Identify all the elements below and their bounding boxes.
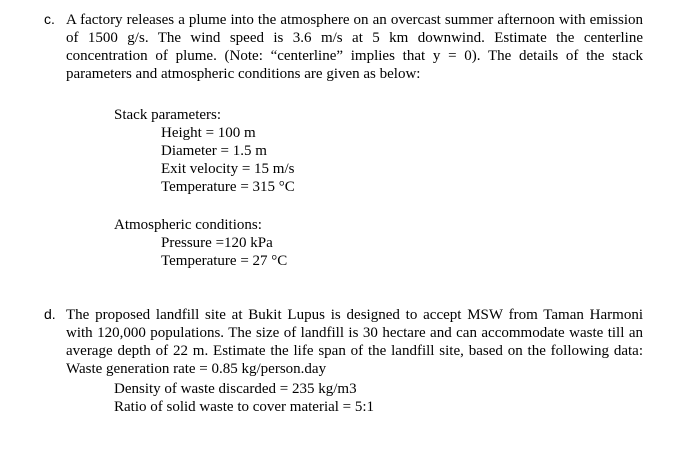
atmospheric-temperature: Temperature = 27 °C xyxy=(161,253,288,269)
waste-density: Density of waste discarded = 235 kg/m3 xyxy=(114,381,357,397)
question-d-letter: d. xyxy=(44,306,56,322)
question-d-text: The proposed landfill site at Bukit Lupus is designed to accept MSW from Taman Harmoni with 120,000 populations. The size of landfill is 30 hectare and can accommodate waste till an average depth of 22 m. Estimate the life span of the landfill site, based on the following data: Waste generation rate = 0.85 kg/person.day xyxy=(66,307,643,377)
cover-material-ratio: Ratio of solid waste to cover material = 5:1 xyxy=(114,399,375,415)
question-c-letter: c. xyxy=(44,11,55,27)
atmospheric-pressure: Pressure =120 kPa xyxy=(161,235,273,251)
question-c-text: A factory releases a plume into the atmosphere on an overcast summer afternoon with emission of 1500 g/s. The wind speed is 3.6 m/s at 5 km downwind. Estimate the centerline concentration of plume. (Note: “centerline” implies that y = 0). The details of the stack parameters and atmospheric conditions are given as below: xyxy=(66,12,643,82)
stack-temperature: Temperature = 315 °C xyxy=(161,179,295,195)
stack-height: Height = 100 m xyxy=(161,125,256,141)
atmospheric-conditions-heading: Atmospheric conditions: xyxy=(114,217,262,233)
stack-exit-velocity: Exit velocity = 15 m/s xyxy=(161,161,295,177)
stack-parameters-heading: Stack parameters: xyxy=(114,107,222,123)
stack-diameter: Diameter = 1.5 m xyxy=(161,143,267,159)
